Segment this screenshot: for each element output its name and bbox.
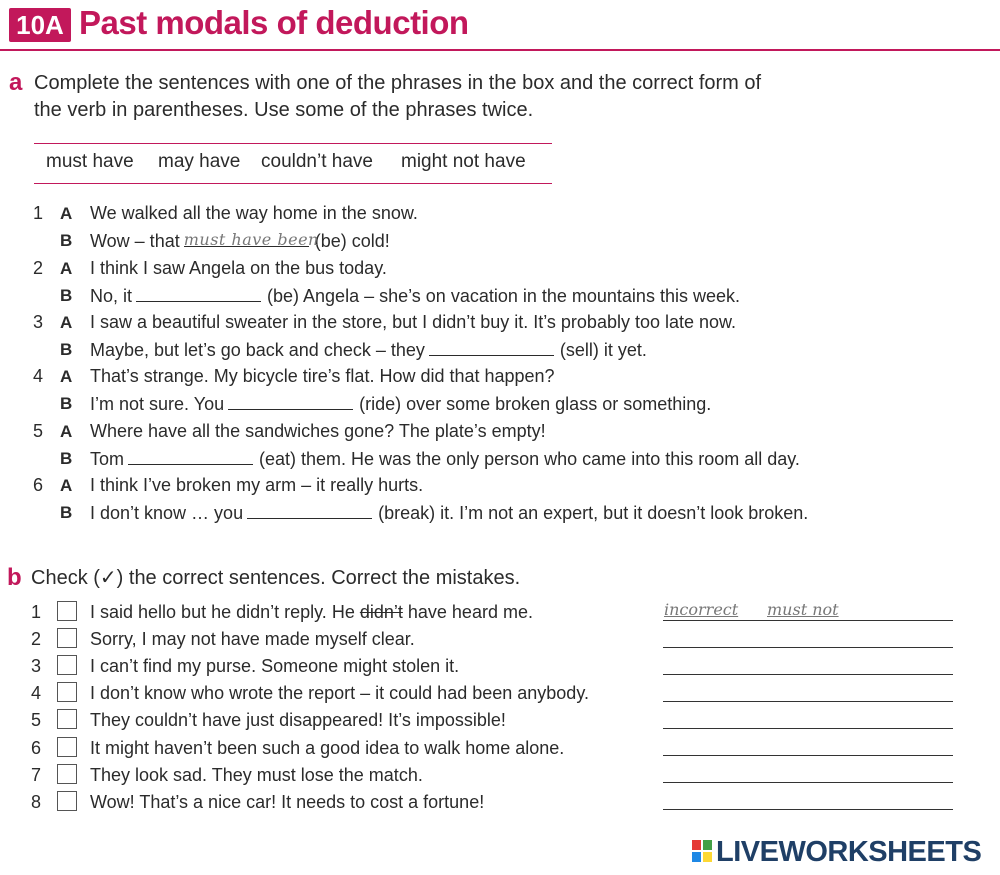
correction-label: incorrect xyxy=(664,600,739,619)
check-box[interactable] xyxy=(57,791,77,811)
phrase-may-have: may have xyxy=(158,151,241,172)
speaker-b-label: B xyxy=(60,286,73,305)
struck-word: didn’t xyxy=(359,602,403,622)
check-box[interactable] xyxy=(57,628,77,648)
sentence: Sorry, I may not have made myself clear. xyxy=(90,629,415,649)
check-box[interactable] xyxy=(57,737,77,757)
speaker-b-label: B xyxy=(60,231,73,250)
answer-blank[interactable] xyxy=(128,448,253,465)
answer-blank[interactable] xyxy=(247,502,372,519)
correction-line[interactable] xyxy=(663,654,953,675)
phrase-box xyxy=(34,143,552,184)
line-b: Tom (eat) them. He was the only person who came into this room all day. xyxy=(90,449,800,469)
line-b: Maybe, but let’s go back and check – they (sell) it yet. xyxy=(90,340,647,360)
check-box[interactable] xyxy=(57,601,77,621)
line-a: I think I saw Angela on the bus today. xyxy=(90,258,387,278)
item-number: 5 xyxy=(33,421,44,441)
answer-blank[interactable] xyxy=(183,230,319,249)
answer-blank[interactable] xyxy=(429,339,554,356)
item-number: 2 xyxy=(33,258,44,278)
item-number: 3 xyxy=(31,656,42,676)
line-a: We walked all the way home in the snow. xyxy=(90,203,418,223)
phrase-must-have: must have xyxy=(46,151,134,172)
answer-blank[interactable] xyxy=(228,393,353,410)
sentence: It might haven’t been such a good idea to walk home alone. xyxy=(90,738,565,758)
item-number: 4 xyxy=(33,366,44,386)
speaker-a-label: A xyxy=(60,259,73,278)
section-a-instructions-line2: the verb in parentheses. Use some of the phrases twice. xyxy=(34,99,534,121)
title-divider xyxy=(0,49,1000,51)
correction-line[interactable] xyxy=(663,708,953,729)
speaker-a-label: A xyxy=(60,422,73,441)
item-number: 6 xyxy=(31,738,42,758)
item-number: 3 xyxy=(33,312,44,332)
page-title: Past modals of deduction xyxy=(79,4,469,41)
item-number: 1 xyxy=(31,602,42,622)
speaker-b-label: B xyxy=(60,394,73,413)
section-a-instructions-line1: Complete the sentences with one of the phrases in the box and the correct form of xyxy=(34,72,762,94)
item-number: 8 xyxy=(31,792,42,812)
line-b: No, it (be) Angela – she’s on vacation in the mountains this week. xyxy=(90,286,740,306)
speaker-a-label: A xyxy=(60,313,73,332)
line-b: I’m not sure. You (ride) over some broken glass or something. xyxy=(90,394,712,414)
section-b-instructions: Check (✓) the correct sentences. Correct the mistakes. xyxy=(31,567,521,589)
item-number: 2 xyxy=(31,629,42,649)
line-a: Where have all the sandwiches gone? The plate’s empty! xyxy=(90,421,546,441)
sentence: I said hello but he didn’t reply. He didn’t have heard me. xyxy=(90,602,533,622)
sentence: They look sad. They must lose the match. xyxy=(90,765,423,785)
item-number: 7 xyxy=(31,765,42,785)
speaker-b-label: B xyxy=(60,340,73,359)
line-b: I don’t know … you (break) it. I’m not an expert, but it doesn’t look broken. xyxy=(90,503,809,523)
item-number: 1 xyxy=(33,203,44,223)
item-number: 5 xyxy=(31,710,42,730)
item-number: 6 xyxy=(33,475,44,495)
correction-line[interactable] xyxy=(663,762,953,783)
answer-text: must have been xyxy=(183,230,319,249)
section-a-letter: a xyxy=(9,69,23,96)
line-a: That’s strange. My bicycle tire’s flat. How did that happen? xyxy=(90,366,555,386)
check-box[interactable] xyxy=(57,655,77,675)
sentence: I can’t find my purse. Someone might stolen it. xyxy=(90,656,460,676)
correction-line[interactable] xyxy=(663,789,953,810)
speaker-b-label: B xyxy=(60,449,73,468)
correction-line[interactable] xyxy=(663,627,953,648)
unit-badge: 10A xyxy=(9,8,71,42)
section-b-letter: b xyxy=(7,564,22,591)
check-box[interactable] xyxy=(57,682,77,702)
phrase-couldnt-have: couldn’t have xyxy=(261,151,373,172)
phrase-might-not-have: might not have xyxy=(401,151,526,172)
liveworksheets-brand: LIVEWORKSHEETS xyxy=(716,836,982,868)
check-box[interactable] xyxy=(57,764,77,784)
correction-line[interactable] xyxy=(663,600,953,621)
speaker-a-label: A xyxy=(60,476,73,495)
liveworksheets-logo-icon xyxy=(692,840,712,862)
correction-answer: must not xyxy=(767,600,839,619)
correction-line[interactable] xyxy=(663,735,953,756)
line-b: Wow – that must have been (be) cold! xyxy=(90,230,390,251)
speaker-a-label: A xyxy=(60,204,73,223)
answer-blank[interactable] xyxy=(136,285,261,302)
item-number: 4 xyxy=(31,683,42,703)
correction-line[interactable] xyxy=(663,681,953,702)
speaker-a-label: A xyxy=(60,367,73,386)
line-a: I think I’ve broken my arm – it really hurts. xyxy=(90,475,424,495)
sentence: I don’t know who wrote the report – it could had been anybody. xyxy=(90,683,589,703)
sentence: Wow! That’s a nice car! It needs to cost a fortune! xyxy=(90,792,485,812)
sentence: They couldn’t have just disappeared! It’s impossible! xyxy=(90,710,506,730)
line-a: I saw a beautiful sweater in the store, but I didn’t buy it. It’s probably too late now. xyxy=(90,312,737,332)
speaker-b-label: B xyxy=(60,503,73,522)
check-box[interactable] xyxy=(57,709,77,729)
